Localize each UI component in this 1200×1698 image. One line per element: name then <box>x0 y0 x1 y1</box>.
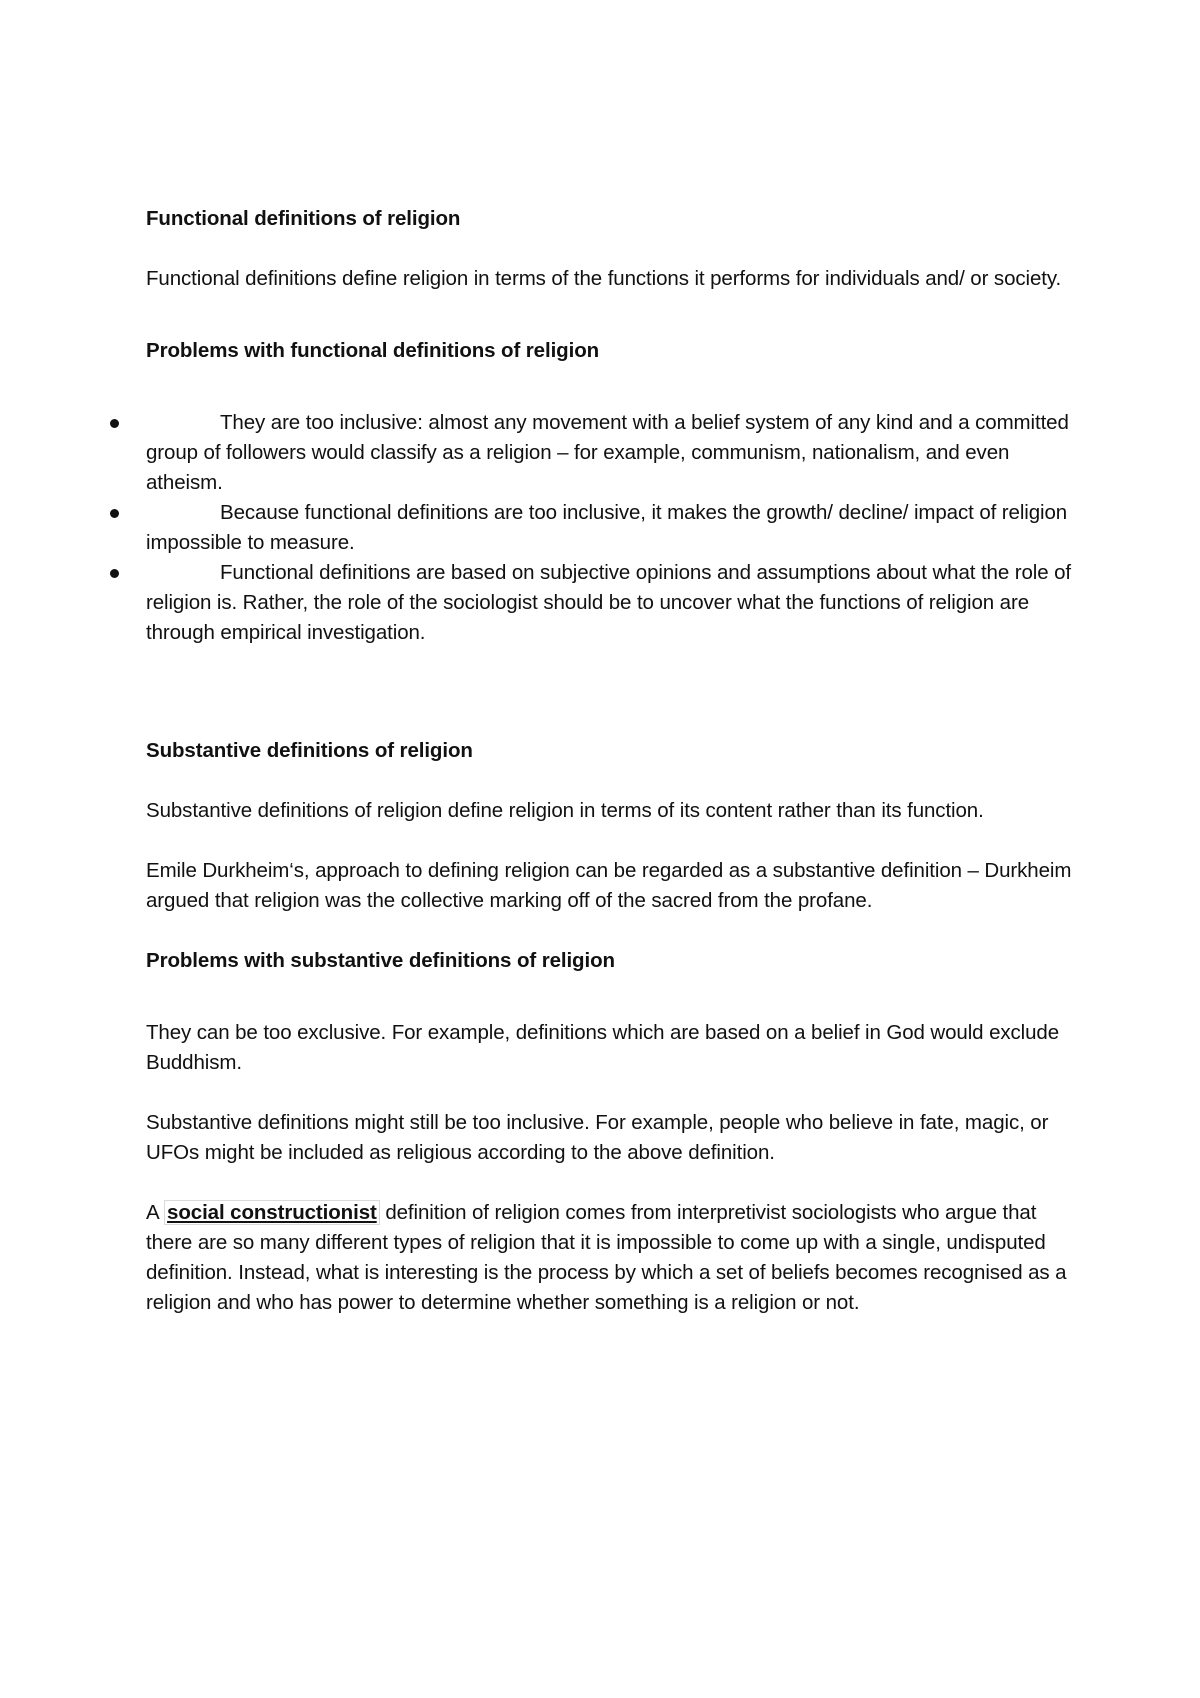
list-item <box>146 558 1076 648</box>
social-constructionist-link[interactable]: social constructionist <box>164 1200 380 1225</box>
paragraph-functional-definition: Functional definitions define religion in terms of the functions it performs for individuals and/ or society. <box>146 267 1062 290</box>
spacer <box>146 1078 1076 1108</box>
spacer <box>146 234 1076 264</box>
paragraph-durkheim: Emile Durkheim‘s, approach to defining religion can be regarded as a substantive definition – Durkheim argued that religion was the collective marking off of the sacred from the profane. <box>146 859 1072 912</box>
spacer <box>146 766 1076 796</box>
spacer <box>146 294 1076 336</box>
paragraph-social-constructionist <box>146 1198 1076 1318</box>
spacer <box>146 648 1076 736</box>
list-item <box>146 408 1076 498</box>
bullet-icon <box>110 569 119 578</box>
spacer <box>146 976 1076 1018</box>
paragraph-substantive-definition: Substantive definitions of religion define religion in terms of its content rather than its function. <box>146 799 984 822</box>
document-content <box>146 204 1076 1318</box>
heading-functional-definitions: Functional definitions of religion <box>146 207 461 230</box>
heading-problems-functional: Problems with functional definitions of religion <box>146 339 600 362</box>
bullet-text: Functional definitions are based on subjective opinions and assumptions about what the role of religion is. Rather, the role of the sociologist should be to uncover what the functions of religion are through empirical investigation. <box>146 561 1072 644</box>
bullet-text: They are too inclusive: almost any movement with a belief system of any kind and a committed group of followers would classify as a religion – for example, communism, nationalism, and even atheism. <box>146 411 1069 494</box>
paragraph-too-exclusive: They can be too exclusive. For example, definitions which are based on a belief in God would exclude Buddhism. <box>146 1021 1060 1074</box>
heading-problems-substantive: Problems with substantive definitions of religion <box>146 949 615 972</box>
paragraph-body: definition of religion comes from interpretivist sociologists who argue that there are so many different types of religion that it is impossible to come up with a single, undisputed definition. Instead, what is interesting is the process by which a set of beliefs becomes recognised as a religion and who has power to determine whether something is a religion or not. <box>146 1201 1067 1314</box>
spacer <box>146 916 1076 946</box>
spacer <box>146 826 1076 856</box>
spacer <box>146 1168 1076 1198</box>
bullet-list-functional-problems <box>146 408 1076 648</box>
paragraph-too-inclusive: Substantive definitions might still be too inclusive. For example, people who believe in fate, magic, or UFOs might be included as religious according to the above definition. <box>146 1111 1049 1164</box>
bullet-icon <box>110 419 119 428</box>
list-item <box>146 498 1076 558</box>
heading-substantive-definitions: Substantive definitions of religion <box>146 739 473 762</box>
bullet-icon <box>110 509 119 518</box>
paragraph-prefix: A <box>146 1201 165 1224</box>
spacer <box>146 366 1076 408</box>
bullet-text: Because functional definitions are too inclusive, it makes the growth/ decline/ impact of religion impossible to measure. <box>146 501 1068 554</box>
